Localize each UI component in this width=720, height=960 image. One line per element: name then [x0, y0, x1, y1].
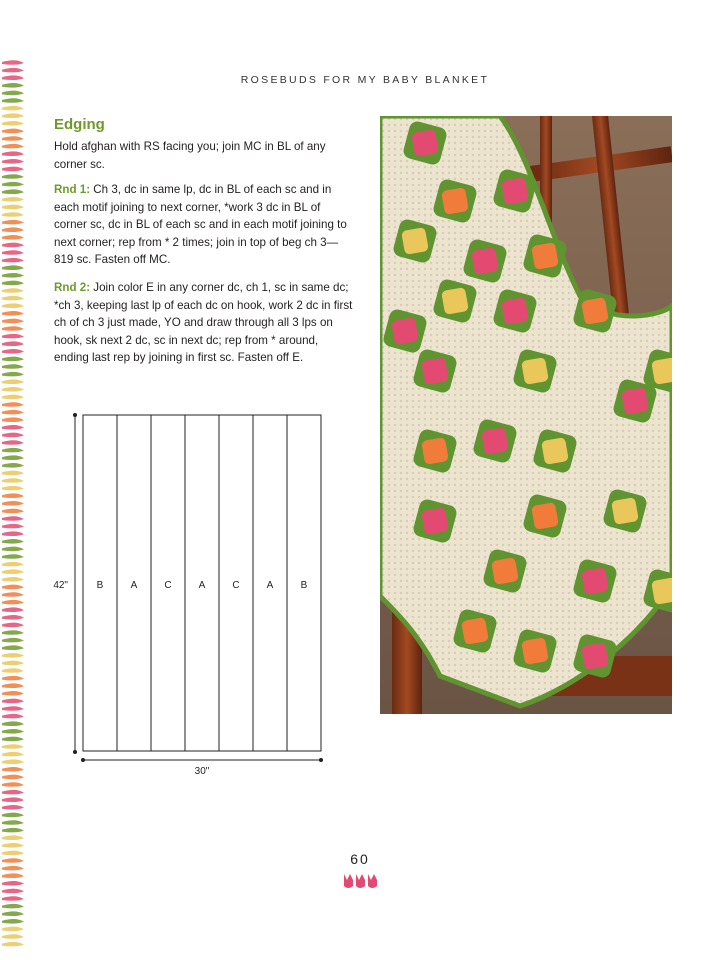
binding-loop — [2, 744, 24, 749]
binding-loop — [2, 349, 24, 354]
binding-loop — [2, 303, 24, 308]
binding-loop — [2, 75, 24, 80]
intro-paragraph: Hold afghan with RS facing you; join MC in BL of any corner sc. — [54, 140, 326, 171]
binding-loop — [2, 129, 24, 134]
round-1-label: Rnd 1: — [54, 183, 91, 196]
binding-loop — [2, 471, 24, 476]
binding-loop — [2, 220, 24, 225]
round-1-paragraph — [54, 181, 354, 269]
binding-loop — [2, 820, 24, 825]
round-2-label: Rnd 2: — [54, 281, 91, 294]
binding-loop — [2, 151, 24, 156]
binding-loop — [2, 577, 24, 582]
binding-loop — [2, 455, 24, 460]
diagram-strip — [185, 415, 219, 751]
binding-loop — [2, 592, 24, 597]
binding-loop — [2, 227, 24, 232]
binding-loop — [2, 98, 24, 103]
height-dimension-end-top — [73, 413, 77, 417]
binding-loop — [2, 121, 24, 126]
binding-loop — [2, 83, 24, 88]
binding-loop — [2, 265, 24, 270]
binding-loop — [2, 539, 24, 544]
binding-loop — [2, 547, 24, 552]
binding-loop — [2, 881, 24, 886]
binding-loop — [2, 478, 24, 483]
binding-loop — [2, 615, 24, 620]
binding-loop — [2, 174, 24, 179]
binding-loop — [2, 699, 24, 704]
binding-loop — [2, 167, 24, 172]
binding-loop — [2, 296, 24, 301]
binding-loop — [2, 554, 24, 559]
binding-loop — [2, 676, 24, 681]
height-dimension-end-bottom — [73, 750, 77, 754]
binding-loop — [2, 258, 24, 263]
binding-loop — [2, 372, 24, 377]
binding-loop — [2, 623, 24, 628]
binding-loop — [2, 387, 24, 392]
binding-loop — [2, 858, 24, 863]
binding-loop — [2, 197, 24, 202]
binding-loop — [2, 737, 24, 742]
binding-loop — [2, 919, 24, 924]
binding-loop — [2, 433, 24, 438]
width-dimension-end-left — [81, 758, 85, 762]
binding-loop — [2, 379, 24, 384]
binding-loop — [2, 706, 24, 711]
binding-loop — [2, 189, 24, 194]
running-header: ROSEBUDS FOR MY BABY BLANKET — [240, 74, 490, 86]
diagram-strip-label: B — [96, 580, 104, 591]
tulip-ornament-icon — [342, 872, 380, 892]
binding-loop — [2, 721, 24, 726]
binding-loop — [2, 653, 24, 658]
round-1-text: Ch 3, dc in same lp, dc in BL of each sc and in each motif joining to next corner, *work 3 dc in BL of corner sc, dc in BL of each sc and in each motif joining to next corner; rep from * 2 times; join in top of beg ch 3—819 sc. Fasten off MC. — [54, 183, 347, 266]
binding-loop — [2, 607, 24, 612]
binding-loop — [2, 775, 24, 780]
height-label: 42" — [53, 580, 68, 591]
spiral-binding-decoration — [0, 0, 30, 960]
binding-loop — [2, 493, 24, 498]
binding-loop — [2, 509, 24, 514]
binding-loop — [2, 569, 24, 574]
diagram-strip-label: A — [266, 580, 274, 591]
binding-loop — [2, 357, 24, 362]
binding-loop — [2, 250, 24, 255]
binding-loop — [2, 205, 24, 210]
diagram-strip-label: A — [130, 580, 138, 591]
diagram-strip-label: C — [232, 580, 240, 591]
binding-loop — [2, 562, 24, 567]
width-label: 30" — [194, 766, 210, 777]
binding-loop — [2, 531, 24, 536]
page-number: 60 — [350, 851, 370, 867]
binding-loop — [2, 136, 24, 141]
binding-loop — [2, 281, 24, 286]
binding-loop — [2, 417, 24, 422]
binding-loop — [2, 759, 24, 764]
binding-loop — [2, 106, 24, 111]
binding-loop — [2, 341, 24, 346]
binding-loop — [2, 767, 24, 772]
binding-loop — [2, 942, 24, 947]
binding-loop — [2, 486, 24, 491]
diagram-strip — [151, 415, 185, 751]
binding-loop — [2, 425, 24, 430]
binding-loop — [2, 319, 24, 324]
binding-loop — [2, 638, 24, 643]
binding-loop — [2, 144, 24, 149]
binding-loop — [2, 873, 24, 878]
section-heading: Edging — [54, 116, 105, 133]
binding-loop — [2, 835, 24, 840]
binding-loop — [2, 896, 24, 901]
binding-loop — [2, 364, 24, 369]
diagram-strip — [287, 415, 321, 751]
binding-loop — [2, 395, 24, 400]
binding-loop — [2, 326, 24, 331]
blanket-photo-illustration — [380, 116, 672, 714]
diagram-strip — [253, 415, 287, 751]
binding-loop — [2, 782, 24, 787]
binding-loop — [2, 410, 24, 415]
round-2-paragraph — [54, 279, 354, 367]
round-2-text: Join color E in any corner dc, ch 1, sc in same dc; *ch 3, keeping last lp of each dc on hook, work 2 dc in first ch of ch 3 just made, YO and draw through all 3 lps on hook, sk next 2 dc, sc in next dc; rep from * around, ending last rep by joining in first sc. Fasten off E. — [54, 281, 353, 364]
binding-loop — [2, 113, 24, 118]
binding-loop — [2, 585, 24, 590]
binding-loop — [2, 790, 24, 795]
binding-loop — [2, 334, 24, 339]
binding-loop — [2, 866, 24, 871]
binding-loop — [2, 691, 24, 696]
binding-loop — [2, 752, 24, 757]
binding-loop — [2, 440, 24, 445]
binding-loop — [2, 212, 24, 217]
binding-loop — [2, 235, 24, 240]
binding-loop — [2, 683, 24, 688]
diagram-strip — [83, 415, 117, 751]
binding-loop — [2, 630, 24, 635]
binding-loop — [2, 600, 24, 605]
diagram-strip — [219, 415, 253, 751]
diagram-strips — [83, 415, 321, 751]
binding-loop — [2, 851, 24, 856]
binding-loop — [2, 729, 24, 734]
binding-loop — [2, 889, 24, 894]
binding-loop — [2, 805, 24, 810]
binding-loop — [2, 843, 24, 848]
binding-loop — [2, 159, 24, 164]
binding-loop — [2, 463, 24, 468]
binding-loop — [2, 60, 24, 65]
diagram-strip — [117, 415, 151, 751]
binding-loop — [2, 813, 24, 818]
binding-loop — [2, 273, 24, 278]
binding-loop — [2, 828, 24, 833]
binding-loop — [2, 182, 24, 187]
binding-loop — [2, 243, 24, 248]
binding-loop — [2, 524, 24, 529]
binding-loop — [2, 911, 24, 916]
binding-loop — [2, 934, 24, 939]
diagram-strip-label: B — [300, 580, 308, 591]
width-dimension-end-right — [319, 758, 323, 762]
binding-loop — [2, 501, 24, 506]
binding-loop — [2, 927, 24, 932]
binding-loop — [2, 311, 24, 316]
binding-loop — [2, 91, 24, 96]
diagram-strip-label: C — [164, 580, 172, 591]
binding-loop — [2, 904, 24, 909]
binding-loop — [2, 516, 24, 521]
binding-loop — [2, 448, 24, 453]
diagram-strip-label: A — [198, 580, 206, 591]
binding-loop — [2, 288, 24, 293]
binding-loop — [2, 797, 24, 802]
binding-loop — [2, 661, 24, 666]
binding-loop — [2, 714, 24, 719]
binding-loop — [2, 645, 24, 650]
binding-loop — [2, 668, 24, 673]
binding-loop — [2, 68, 24, 73]
binding-loop — [2, 402, 24, 407]
blanket-photo — [380, 116, 672, 714]
